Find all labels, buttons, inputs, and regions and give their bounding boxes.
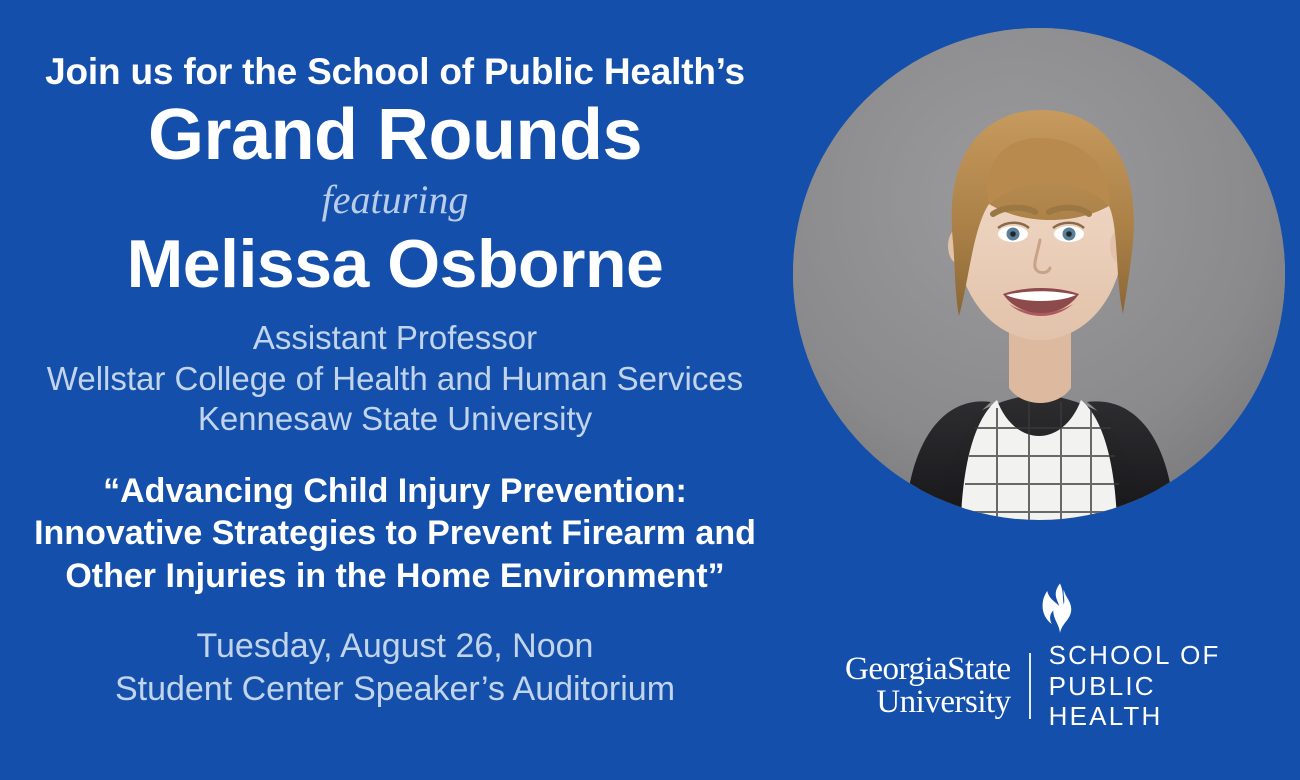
affiliation-line: Assistant Professor <box>252 319 538 356</box>
affiliation-line: Kennesaw State University <box>197 400 593 438</box>
logo-unit-line-2: PUBLIC HEALTH <box>1048 670 1163 732</box>
georgia-state-wordmark <box>845 650 1029 720</box>
logo-unit-line-1: SCHOOL OF <box>1048 639 1221 670</box>
logo-university: University <box>876 683 1011 720</box>
speaker-portrait <box>793 28 1285 520</box>
event-location: Student Center Speaker’s Auditorium <box>114 670 676 709</box>
speaker-name: Melissa Osborne <box>126 225 664 302</box>
talk-title-line: Innovative Strategies to Prevent Firearm and <box>34 514 756 553</box>
logo-divider <box>1029 653 1031 719</box>
gsu-school-of-public-health-logo <box>845 582 1275 732</box>
talk-title <box>34 470 756 598</box>
talk-title-line: “Advancing Child Injury Prevention: <box>103 471 687 510</box>
gsu-flame-icon <box>1029 582 1091 636</box>
intro-line: Join us for the School of Public Health’s <box>45 51 745 92</box>
affiliation-line: Wellstar College of Health and Human Services <box>46 359 744 397</box>
logo-wordmark-row <box>845 640 1275 732</box>
school-of-public-health-wordmark <box>1031 640 1275 732</box>
event-details <box>115 625 675 711</box>
talk-title-line: Other Injuries in the Home Environment” <box>65 556 725 595</box>
logo-georgia-state: GeorgiaState <box>845 650 1011 687</box>
speaker-affiliation <box>47 318 743 440</box>
series-title: Grand Rounds <box>148 95 642 176</box>
event-datetime: Tuesday, August 26, Noon <box>196 627 594 666</box>
featuring-label: featuring <box>321 176 469 222</box>
portrait-circle-mask <box>793 28 1285 520</box>
portrait-illustration <box>793 28 1285 520</box>
